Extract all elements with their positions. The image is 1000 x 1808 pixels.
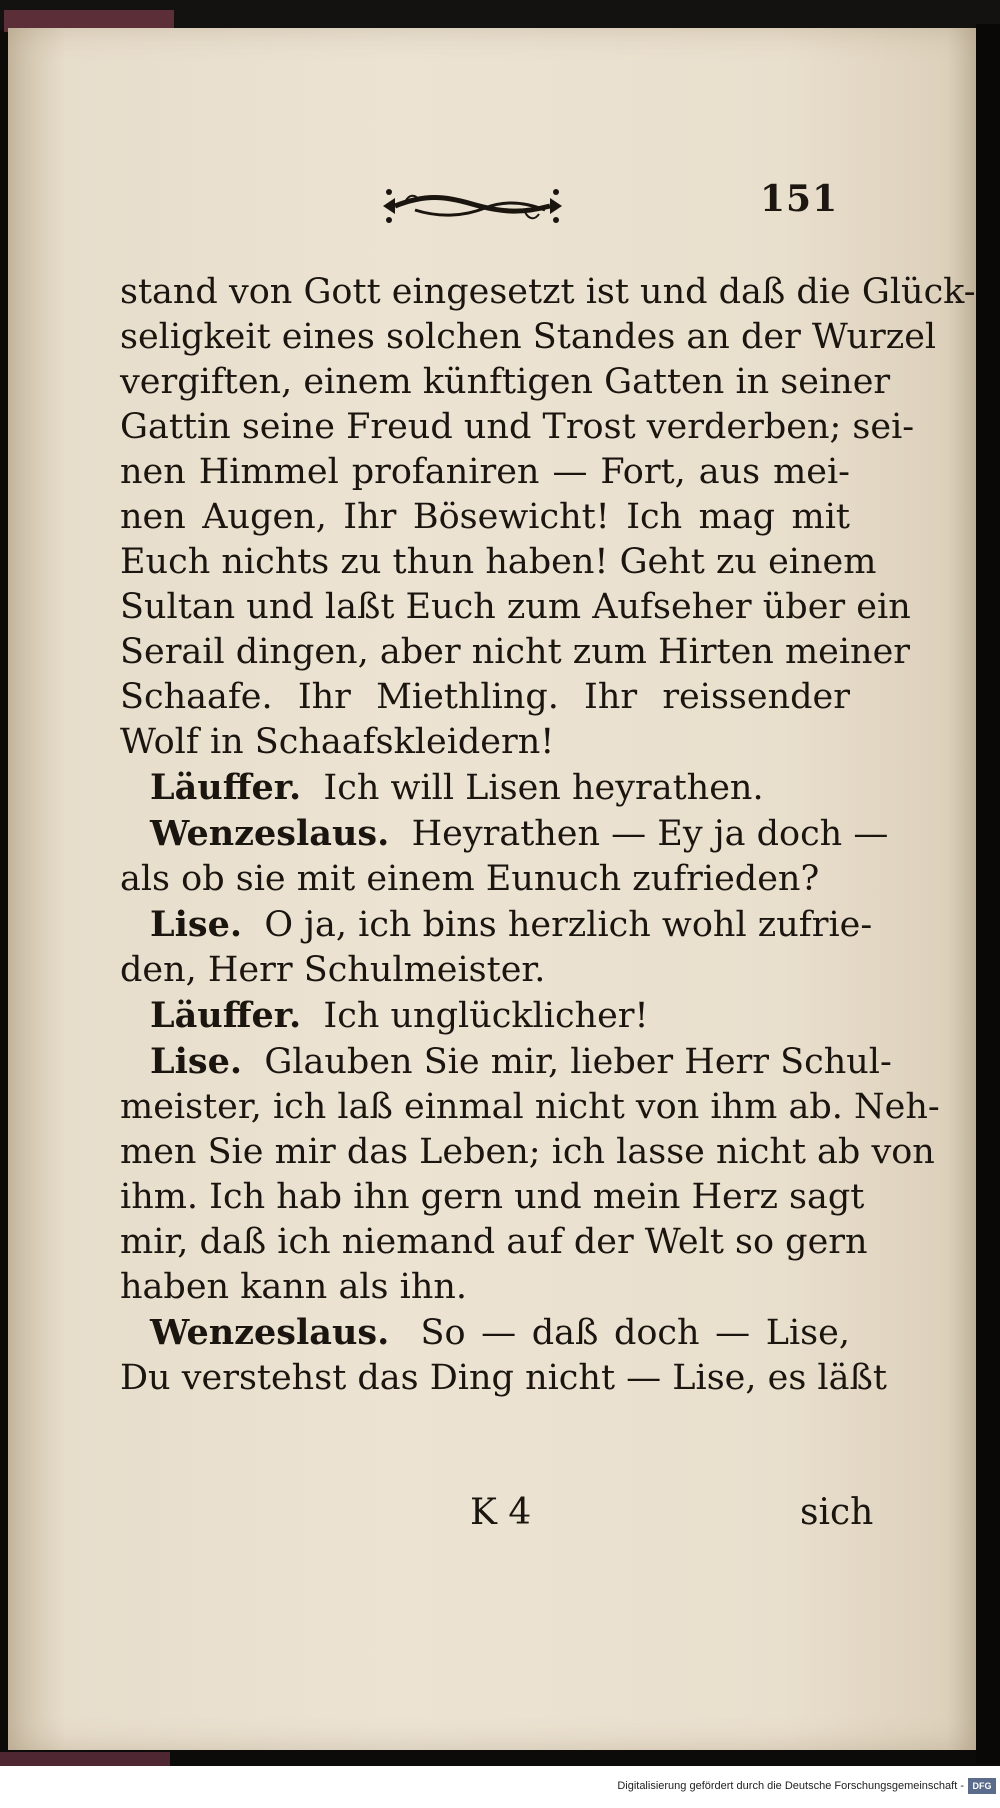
text-line: den, Herr Schulmeister. bbox=[120, 950, 546, 990]
speech-text: Ich will Lisen heyrathen. bbox=[323, 768, 764, 808]
text-line: meister, ich laß einmal nicht von ihm ab. Neh- bbox=[120, 1087, 940, 1127]
text-line: Euch nichts zu thun haben! Geht zu einem bbox=[120, 542, 877, 582]
catchword: sich bbox=[800, 1492, 874, 1533]
speech-text: O ja, ich bins herzlich wohl zufrie- bbox=[264, 905, 873, 945]
page-shadow bbox=[976, 24, 1000, 1764]
text-line: Serail dingen, aber nicht zum Hirten meiner bbox=[120, 632, 911, 672]
signature-mark: K 4 bbox=[470, 1492, 532, 1533]
speaker-name: Läuffer. bbox=[150, 995, 302, 1036]
footer-bar bbox=[0, 1766, 1000, 1808]
text-line: nen Himmel profaniren — Fort, aus mei- bbox=[120, 452, 850, 492]
text-line: seligkeit eines solchen Standes an der Wurzel bbox=[120, 317, 937, 357]
text-line: haben kann als ihn. bbox=[120, 1267, 468, 1307]
speech-text: So — daß doch — Lise, bbox=[420, 1313, 850, 1353]
dialogue-line bbox=[120, 1310, 850, 1356]
text-line: Gattin seine Freud und Trost verderben; sei- bbox=[120, 407, 915, 447]
dialogue-line bbox=[120, 993, 850, 1039]
text-line: Wolf in Schaafskleidern! bbox=[120, 722, 555, 762]
text-line: Schaafe. Ihr Miethling. Ihr reissender bbox=[120, 677, 850, 717]
text-line: vergiften, einem künftigen Gatten in seiner bbox=[120, 362, 891, 402]
text-line: ihm. Ich hab ihn gern und mein Herz sagt bbox=[120, 1177, 865, 1217]
speaker-name: Lise. bbox=[150, 1041, 243, 1082]
text-line: Du verstehst das Ding nicht — Lise, es läßt bbox=[120, 1358, 887, 1398]
speaker-name: Wenzeslaus. bbox=[150, 1312, 390, 1353]
page-body bbox=[120, 270, 976, 1401]
header-ornament-icon bbox=[375, 180, 570, 232]
text-line: men Sie mir das Leben; ich lasse nicht ab von bbox=[120, 1132, 935, 1172]
dfg-logo: DFG bbox=[968, 1778, 996, 1794]
speech-text: Ich unglücklicher! bbox=[323, 996, 649, 1036]
dialogue-line bbox=[120, 811, 889, 857]
speaker-name: Lise. bbox=[150, 904, 243, 945]
speaker-name: Läuffer. bbox=[150, 767, 302, 808]
funding-credit: Digitalisierung gefördert durch die Deutsche Forschungsgemeinschaft - bbox=[617, 1780, 964, 1792]
dialogue-line bbox=[120, 1039, 892, 1085]
text-line: Sultan und laßt Euch zum Aufseher über ein bbox=[120, 587, 911, 627]
speaker-name: Wenzeslaus. bbox=[150, 813, 390, 854]
text-line: nen Augen, Ihr Bösewicht! Ich mag mit bbox=[120, 497, 850, 537]
dialogue-line bbox=[120, 902, 873, 948]
speech-text: Heyrathen — Ey ja doch — bbox=[411, 814, 889, 854]
binding-edge-bottom bbox=[0, 1752, 170, 1766]
dialogue-line bbox=[120, 765, 850, 811]
page-number: 151 bbox=[760, 178, 839, 220]
text-line: stand von Gott eingesetzt ist und daß die Glück- bbox=[120, 272, 976, 312]
speech-text: Glauben Sie mir, lieber Herr Schul- bbox=[264, 1042, 892, 1082]
text-line: als ob sie mit einem Eunuch zufrieden? bbox=[120, 859, 820, 899]
text-line: mir, daß ich niemand auf der Welt so gern bbox=[120, 1222, 868, 1262]
